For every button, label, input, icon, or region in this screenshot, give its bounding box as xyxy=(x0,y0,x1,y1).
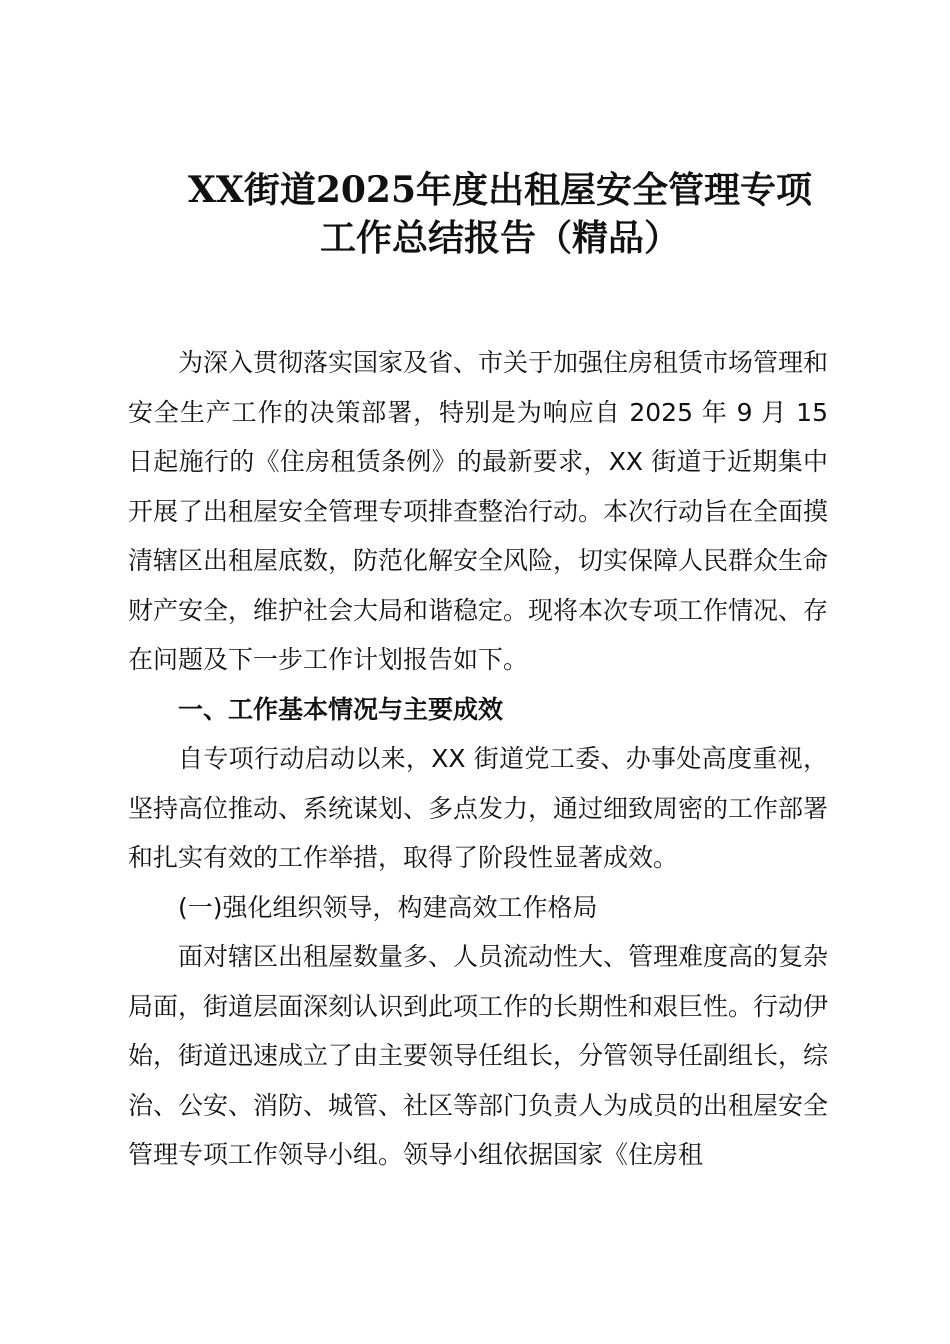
intro-paragraph: 为深入贯彻落实国家及省、市关于加强住房租赁市场管理和安全生产工作的决策部署，特别是为响应自 2025 年 9 月 15 日起施行的《住房租赁条例》的最新要求，XX 街道于近期集中开展了出租屋安全管理专项排查整治行动。本次行动旨在全面摸清辖区出租屋底数，防范化解安全风险，切实保障人民群众生命财产安全，维护社会大局和谐稳定。现将本次专项工作情况、存在问题及下一步工作计划报告如下。 xyxy=(128,348,829,674)
section-heading-1: 一、工作基本情况与主要成效 xyxy=(178,694,504,724)
document-title-line-1: XX街道2025年度出租屋安全管理专项 xyxy=(187,169,813,211)
section-1-paragraph: 自专项行动启动以来，XX 街道党工委、办事处高度重视，坚持高位推动、系统谋划、多点发力，通过细致周密的工作部署和扎实有效的工作举措，取得了阶段性显著成效。 xyxy=(128,744,829,872)
document-body xyxy=(128,338,828,1180)
document-title-line-2: 工作总结报告（精品） xyxy=(319,217,680,259)
subsection-1-paragraph: 面对辖区出租屋数量多、人员流动性大、管理难度高的复杂局面，街道层面深刻认识到此项工作的长期性和艰巨性。行动伊始，街道迅速成立了由主要领导任组长，分管领导任副组长，综治、公安、消防、城管、社区等部门负责人为成员的出租屋安全管理专项工作领导小组。领导小组依据国家《住房租 xyxy=(128,942,829,1169)
subsection-heading-1: (一)强化组织领导，构建高效工作格局 xyxy=(178,892,598,922)
